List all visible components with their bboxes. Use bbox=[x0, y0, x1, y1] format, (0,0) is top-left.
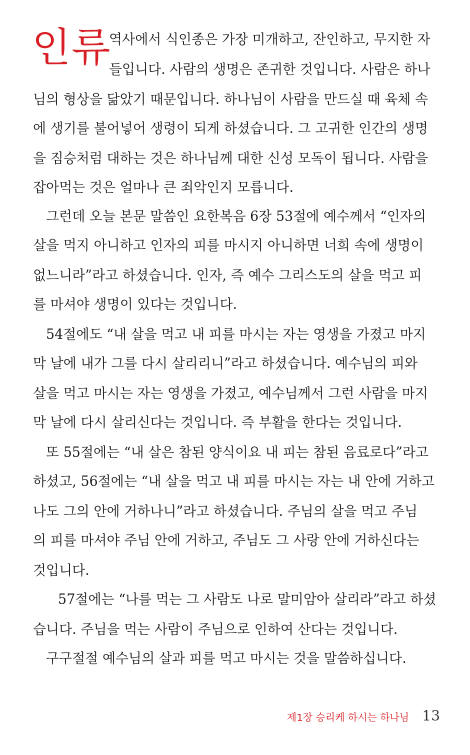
text-line: 없느니라”라고 하셨습니다. 인자, 즉 예수 그리스도의 살을 먹고 피 bbox=[33, 268, 422, 284]
text-line: 또 55절에는 “내 살은 참된 양식이요 내 피는 참된 음료로다”라고 bbox=[46, 445, 429, 461]
text-line: 습니다. 주님을 먹는 사람이 주님으로 인하여 산다는 것입니다. bbox=[33, 622, 398, 638]
text-line: 하셨고, 56절에는 “내 살을 먹고 내 피를 마시는 자는 내 안에 거하고 bbox=[33, 474, 435, 490]
text-line: 을 짐승처럼 대하는 것은 하나님께 대한 신성 모독이 됩니다. 사람을 bbox=[33, 151, 429, 167]
text-line: 구구절절 예수님의 살과 피를 먹고 마시는 것을 말씀하십니다. bbox=[46, 651, 407, 667]
text-line: 막 날에 다시 살리신다는 것입니다. 즉 부활을 한다는 것입니다. bbox=[33, 415, 402, 431]
page-footer bbox=[0, 706, 440, 726]
text-line: 그런데 오늘 본문 말씀인 요한복음 6장 53절에 예수께서 “인자의 bbox=[46, 209, 426, 225]
text-line: 잡아먹는 것은 얼마나 큰 죄악인지 모릅니다. bbox=[33, 180, 294, 196]
text-line: 막 날에 내가 그를 다시 살리리니”라고 하셨습니다. 예수님의 피와 bbox=[33, 356, 418, 372]
text-line: 를 마셔야 생명이 있다는 것입니다. bbox=[33, 297, 238, 313]
text-line: 에 생기를 불어넣어 생령이 되게 하셨습니다. 그 고귀한 인간의 생명 bbox=[33, 121, 429, 137]
drop-cap: 인류 bbox=[32, 25, 112, 71]
text-line: 살을 먹고 마시는 자는 영생을 가졌고, 예수님께서 그런 사람을 마지 bbox=[33, 386, 429, 402]
page-number: 13 bbox=[422, 708, 440, 725]
text-line: 살을 먹지 아니하고 인자의 피를 마시지 아니하면 너희 속에 생명이 bbox=[33, 238, 424, 254]
chapter-label: 제1장 승리케 하시는 하나님 bbox=[286, 713, 410, 724]
text-line: 것입니다. bbox=[33, 563, 90, 579]
text-line: 님의 형상을 닮았기 때문입니다. 하나님이 사람을 만드실 때 육체 속 bbox=[33, 92, 429, 108]
text-line: 54절에도 “내 살을 먹고 내 피를 마시는 자는 영생을 가졌고 마지 bbox=[46, 327, 426, 343]
text-line: 의 피를 마셔야 주님 안에 거하고, 주님도 그 사랑 안에 거하신다는 bbox=[33, 533, 420, 549]
text-line: 나도 그의 안에 거하나니”라고 하셨습니다. 주님의 살을 먹고 주님 bbox=[33, 504, 418, 520]
text-line: 57절에는 “나를 먹는 그 사람도 나로 말미암아 살리라”라고 하셨 bbox=[58, 592, 437, 608]
text-line: 역사에서 식인종은 가장 미개하고, 잔인하고, 무지한 자 bbox=[109, 32, 431, 48]
text-line: 들입니다. 사람의 생명은 존귀한 것입니다. 사람은 하나 bbox=[109, 62, 431, 78]
